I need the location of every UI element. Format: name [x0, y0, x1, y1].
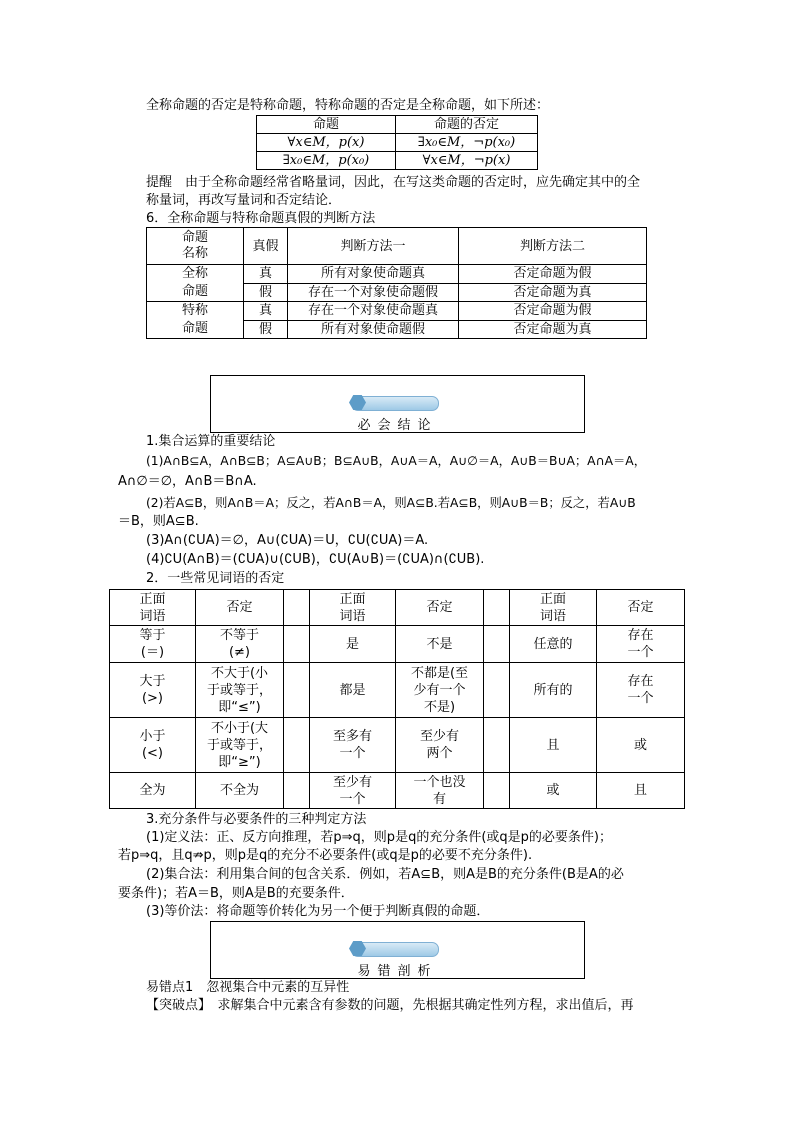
- table-row: [257, 134, 538, 152]
- table-cell: 小于 (<): [110, 718, 196, 773]
- conclusion-line: (4)∁U(A∩B)＝(∁UA)∪(∁UB)，∁U(A∪B)＝(∁UA)∩(∁UB).: [146, 552, 485, 567]
- banner-title: 必会结论: [357, 418, 438, 433]
- section-6-title: 6．全称命题与特称命题真假的判断方法: [146, 211, 376, 226]
- negation-table: [256, 115, 538, 170]
- table-cell: ∃x₀∈M，p(x₀): [257, 152, 396, 170]
- table-spacer: [284, 773, 310, 809]
- table-cell: 不等于 (≠): [196, 626, 284, 663]
- table-header: 否定: [597, 590, 685, 626]
- table-cell: 全称命题: [147, 265, 244, 302]
- table-cell: 大于 (>): [110, 663, 196, 718]
- table-spacer: [484, 663, 510, 718]
- table-cell: ∀x∈M，p(x): [257, 134, 396, 152]
- table-header: 命题: [257, 116, 396, 134]
- table-cell: 所有对象使命题假: [288, 320, 459, 339]
- table-header: 正面 词语: [110, 590, 196, 626]
- breakthrough-label: 【突破点】: [146, 998, 205, 1013]
- table-header: 命题的否定: [396, 116, 538, 134]
- table-cell: 存在一个对象使命题假: [288, 283, 459, 302]
- table-cell: 假: [244, 320, 288, 339]
- table-header: 正面 词语: [310, 590, 396, 626]
- table-spacer: [284, 663, 310, 718]
- table-cell: 特称命题: [147, 302, 244, 339]
- truth-method-table: [146, 227, 647, 339]
- table-cell: 全为: [110, 773, 196, 809]
- table-cell: 等于 (＝): [110, 626, 196, 663]
- conclusion-line: (3)A∩(∁UA)＝∅，A∪(∁UA)＝U，∁U(∁UA)＝A.: [146, 533, 429, 548]
- table-spacer: [484, 626, 510, 663]
- section-3-title: 3.充分条件与必要条件的三种判定方法: [146, 812, 367, 827]
- table-cell: 至多有 一个: [310, 718, 396, 773]
- table-spacer: [284, 718, 310, 773]
- conclusion-line: ＝B，则A⊆B.: [118, 514, 199, 529]
- table-cell: 否定命题为真: [459, 283, 647, 302]
- section-3-line: (3)等价法：将命题等价转化为另一个便于判断真假的命题．: [146, 904, 490, 919]
- table-header: 真假: [244, 228, 288, 265]
- table-cell: 存在 一个: [597, 663, 685, 718]
- section-3-line: (1)定义法：正、反方向推理，若p⇒q，则p是q的充分条件(或q是p的必要条件)；: [146, 830, 612, 845]
- section-3-line: 若p⇒q，且q⇏p，则p是q的充分不必要条件(或q是p的必要不充分条件).: [118, 848, 533, 863]
- table-row: [257, 152, 538, 170]
- table-header: 判断方法一: [288, 228, 459, 265]
- table-cell: 真: [244, 302, 288, 321]
- table-row: [257, 116, 538, 134]
- table-cell: 至少有 一个: [310, 773, 396, 809]
- table-cell: 不小于(大 于或等于， 即“≥”): [196, 718, 284, 773]
- section-3-line: (2)集合法：利用集合间的包含关系．例如，若A⊆B，则A是B的充分条件(B是A的必: [146, 867, 624, 882]
- table-spacer: [284, 626, 310, 663]
- table-row: [110, 773, 685, 809]
- mistake-title: 易错点1 忽视集合中元素的互异性: [146, 980, 350, 995]
- mistake-text: [146, 997, 634, 1015]
- table-spacer: [484, 773, 510, 809]
- table-cell: 或: [510, 773, 597, 809]
- table-cell: 且: [510, 718, 597, 773]
- table-cell: 否定命题为假: [459, 302, 647, 321]
- tip-line-2: 称量词，再改写量词和否定结论．: [146, 193, 342, 208]
- banner-title: 易错剖析: [357, 964, 438, 979]
- table-cell: 至少有 两个: [396, 718, 484, 773]
- table-cell: 任意的: [510, 626, 597, 663]
- table-row: [110, 718, 685, 773]
- table-cell: 存在一个对象使命题真: [288, 302, 459, 321]
- tip-line-1: 提醒 由于全称命题经常省略量词，因此，在写这类命题的否定时，应先确定其中的全: [146, 175, 641, 190]
- table-cell: 否定命题为真: [459, 320, 647, 339]
- table-cell: 都是: [310, 663, 396, 718]
- table-cell: 假: [244, 283, 288, 302]
- breakthrough-text: 求解集合中元素含有参数的问题，先根据其确定性列方程，求出值后，再: [204, 998, 634, 1013]
- table-cell: 所有的: [510, 663, 597, 718]
- banner-error-analysis: [210, 921, 585, 979]
- conclusion-line: (2)若A⊆B，则A∩B＝A；反之，若A∩B＝A，则A⊆B.若A⊆B，则A∪B＝B；反之，若A∪B: [146, 496, 636, 510]
- table-cell: ∃x₀∈M，¬p(x₀): [396, 134, 538, 152]
- table-header: 正面 词语: [510, 590, 597, 626]
- table-cell: ∀x∈M，¬p(x): [396, 152, 538, 170]
- table-header: 否定: [396, 590, 484, 626]
- table-cell: 不大于(小 于或等于， 即“≤”): [196, 663, 284, 718]
- table-cell: 存在 一个: [597, 626, 685, 663]
- section-2-title: 2．一些常见词语的否定: [146, 571, 285, 586]
- table-row: [147, 265, 647, 284]
- table-row: [110, 663, 685, 718]
- table-cell: 所有对象使命题真: [288, 265, 459, 284]
- table-cell: 一个也没 有: [396, 773, 484, 809]
- table-row: [147, 302, 647, 321]
- table-spacer: [484, 718, 510, 773]
- table-cell: 否定命题为假: [459, 265, 647, 284]
- table-spacer: [284, 590, 310, 626]
- table-cell: 不都是(至 少有一个 不是): [396, 663, 484, 718]
- table-spacer: [484, 590, 510, 626]
- table-cell: 不全为: [196, 773, 284, 809]
- table-row: [147, 228, 647, 265]
- table-header: 否定: [196, 590, 284, 626]
- table-header: 命题名称: [147, 228, 244, 265]
- conclusion-line: A∩∅＝∅，A∩B＝B∩A.: [118, 474, 257, 489]
- table-row: [110, 626, 685, 663]
- conclusion-line: (1)A∩B⊆A，A∩B⊆B；A⊆A∪B；B⊆A∪B，A∪A＝A，A∪∅＝A，A∪B＝B∪A；A∩A＝A，: [146, 454, 646, 468]
- table-cell: 或: [597, 718, 685, 773]
- table-row: [110, 590, 685, 626]
- table-cell: 真: [244, 265, 288, 284]
- banner-must-know: [210, 375, 585, 433]
- table-cell: 是: [310, 626, 396, 663]
- table-cell: 且: [597, 773, 685, 809]
- word-negation-table: [109, 589, 685, 809]
- conclusions-title: 1.集合运算的重要结论: [146, 434, 276, 449]
- table-cell: 不是: [396, 626, 484, 663]
- intro-text: 全称命题的否定是特称命题，特称命题的否定是全称命题，如下所述：: [146, 98, 550, 113]
- section-3-line: 要条件)；若A＝B，则A是B的充要条件．: [118, 886, 354, 901]
- table-header: 判断方法二: [459, 228, 647, 265]
